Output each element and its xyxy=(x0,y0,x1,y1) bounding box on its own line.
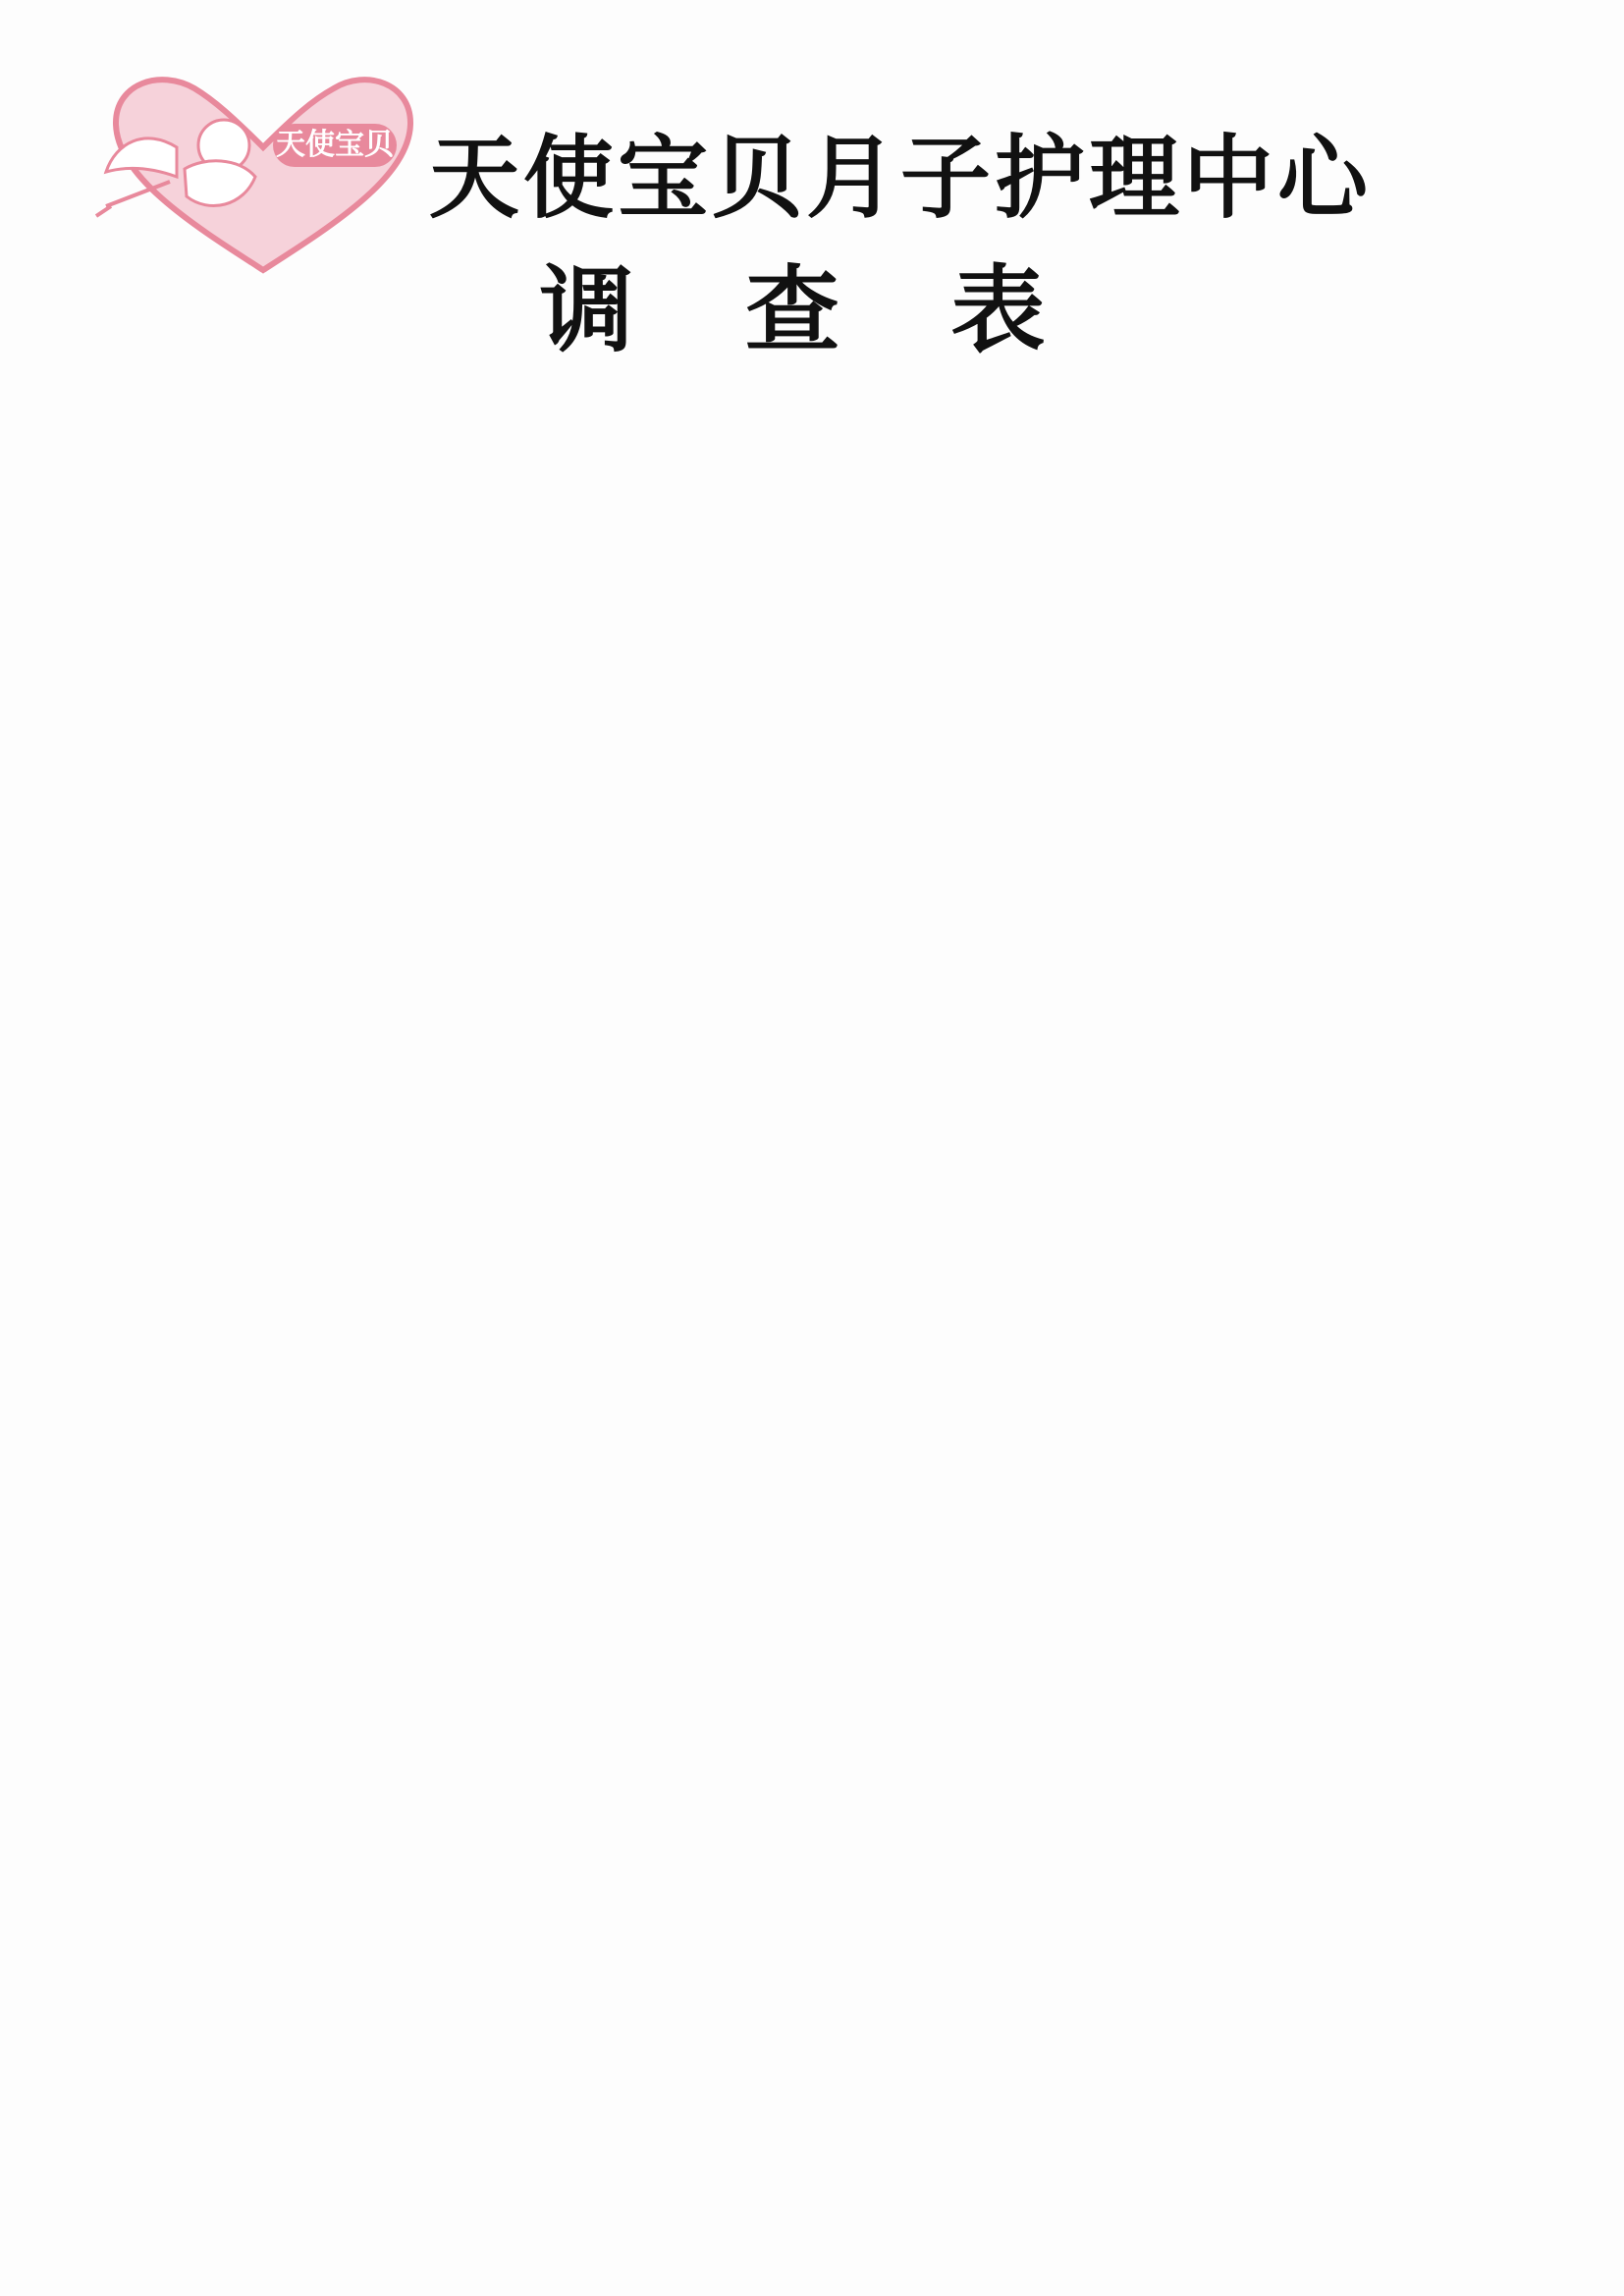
center-name: 天使宝贝月子护理中心 xyxy=(428,126,1372,231)
svg-text:天使宝贝: 天使宝贝 xyxy=(276,128,394,162)
form-title: 调 查 表 xyxy=(539,255,1085,365)
